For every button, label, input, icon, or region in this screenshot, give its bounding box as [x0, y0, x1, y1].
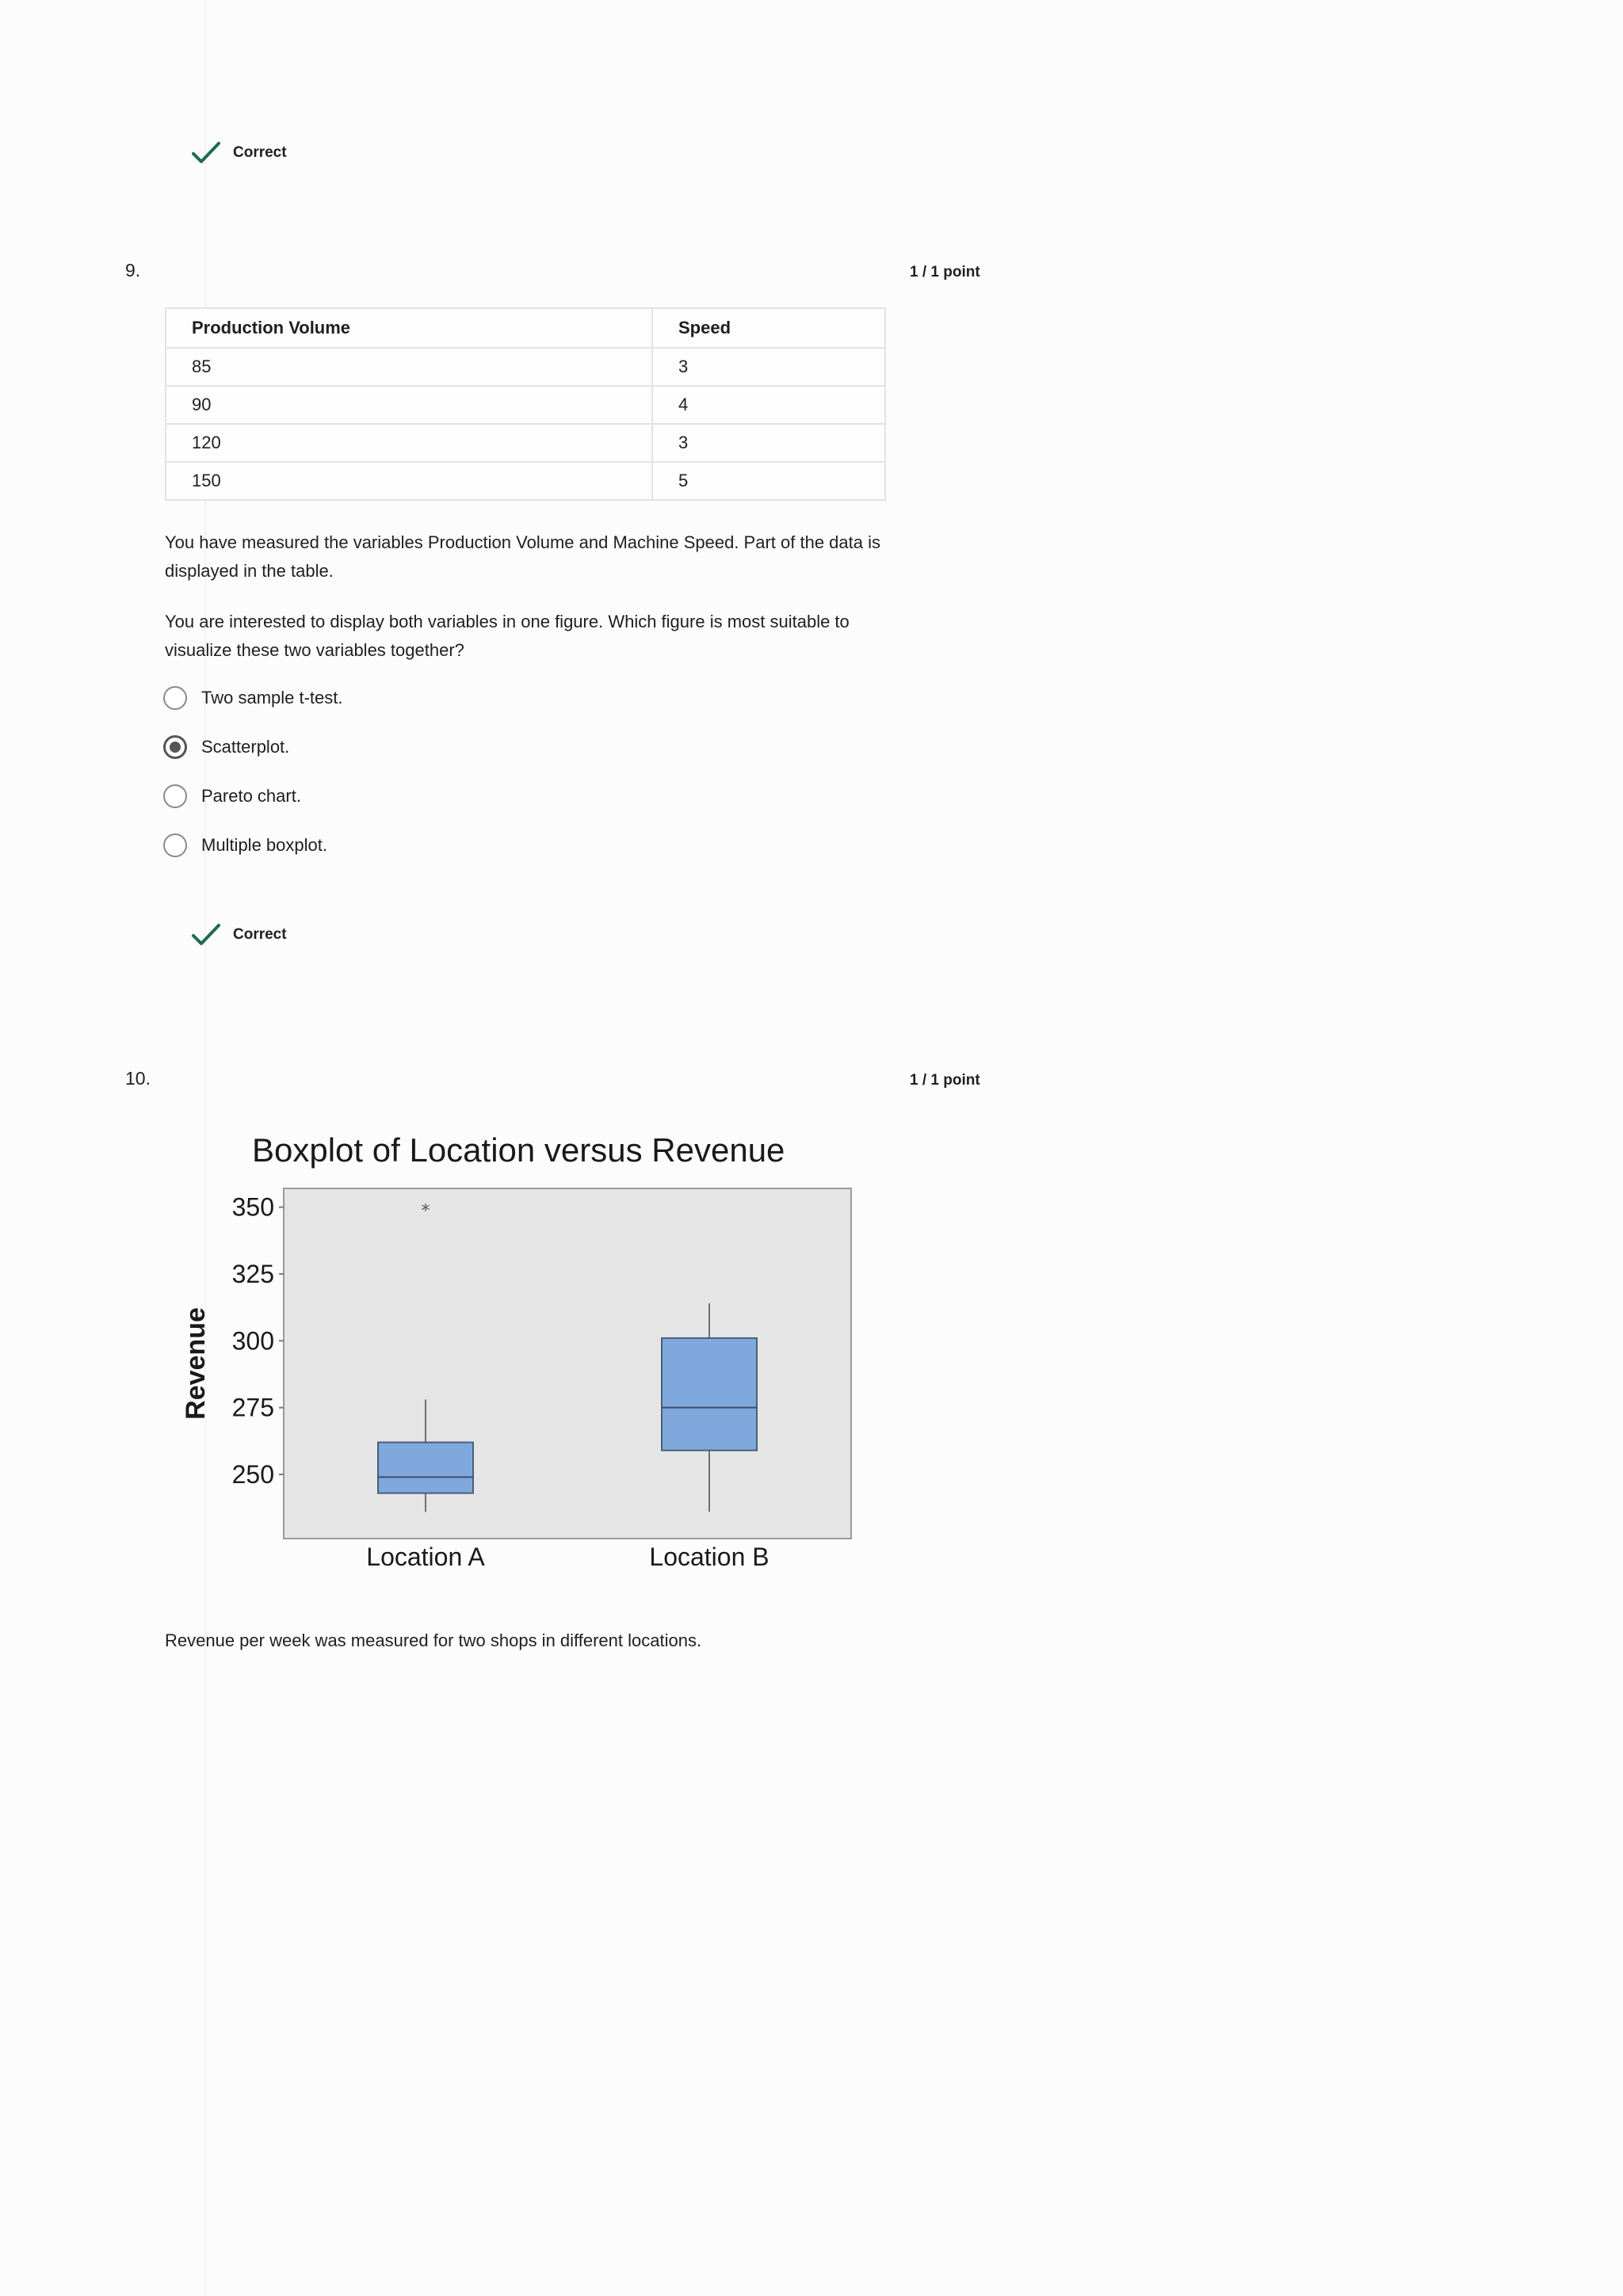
box-iqr — [662, 1338, 757, 1451]
option-label: Multiple boxplot. — [201, 835, 327, 855]
x-category-label: Location B — [649, 1543, 769, 1571]
radio-button[interactable] — [163, 833, 187, 857]
radio-button-selected[interactable] — [163, 735, 187, 759]
radio-button[interactable] — [163, 686, 187, 710]
table-header-row — [166, 308, 885, 348]
boxplot-chart — [174, 1125, 872, 1585]
table-cell: 5 — [652, 462, 885, 500]
table-cell: 3 — [652, 348, 885, 386]
column-header-production-volume: Production Volume — [166, 308, 652, 348]
answer-option-1[interactable] — [163, 686, 343, 710]
option-label: Scatterplot. — [201, 737, 290, 757]
table-row — [166, 424, 885, 462]
y-tick-label: 350 — [231, 1192, 274, 1222]
radio-button[interactable] — [163, 784, 187, 808]
table-cell: 120 — [166, 424, 652, 462]
x-category-label: Location A — [366, 1543, 485, 1571]
table-cell: 90 — [166, 386, 652, 424]
data-table — [165, 307, 886, 501]
y-axis-label: Revenue — [181, 1307, 211, 1420]
outlier-point: * — [421, 1201, 430, 1222]
answer-option-3[interactable] — [163, 784, 301, 808]
answer-option-4[interactable] — [163, 833, 327, 857]
table-row — [166, 462, 885, 500]
y-tick-label: 325 — [231, 1259, 274, 1288]
question-9-number: 9. — [125, 260, 141, 280]
check-icon — [190, 137, 222, 169]
chart-title: Boxplot of Location versus Revenue — [252, 1131, 785, 1169]
question-10-number: 10. — [125, 1068, 151, 1089]
table-cell: 85 — [166, 348, 652, 386]
question-10-points: 1 / 1 point — [910, 1072, 980, 1089]
y-tick-label: 300 — [231, 1326, 274, 1356]
feedback-label: Correct — [233, 144, 287, 161]
question-9-prompt: You are interested to display both variables in one figure. Which figure is most suitable to visualize these two variables together? — [165, 612, 850, 660]
table-cell: 150 — [166, 462, 652, 500]
previous-question-feedback — [190, 137, 287, 169]
question-10-description: Revenue per week was measured for two shops in different locations. — [165, 1630, 702, 1650]
y-tick-label: 275 — [231, 1393, 274, 1422]
question-9-points: 1 / 1 point — [910, 264, 980, 280]
table-cell: 4 — [652, 386, 885, 424]
column-header-speed: Speed — [652, 308, 885, 348]
answer-option-2[interactable] — [163, 735, 289, 759]
plot-area — [284, 1188, 851, 1539]
check-icon — [190, 919, 222, 951]
table-cell: 3 — [652, 424, 885, 462]
table-row — [166, 386, 885, 424]
y-tick-label: 250 — [231, 1460, 274, 1489]
box-iqr — [378, 1443, 473, 1493]
option-label: Pareto chart. — [201, 786, 301, 806]
question-9-context: You have measured the variables Production Volume and Machine Speed. Part of the data is displayed in the table. — [165, 532, 880, 581]
option-label: Two sample t-test. — [201, 688, 343, 707]
feedback-label: Correct — [233, 926, 287, 943]
table-row — [166, 348, 885, 386]
question-9-feedback — [190, 919, 287, 951]
boxplot-figure — [174, 1125, 872, 1585]
